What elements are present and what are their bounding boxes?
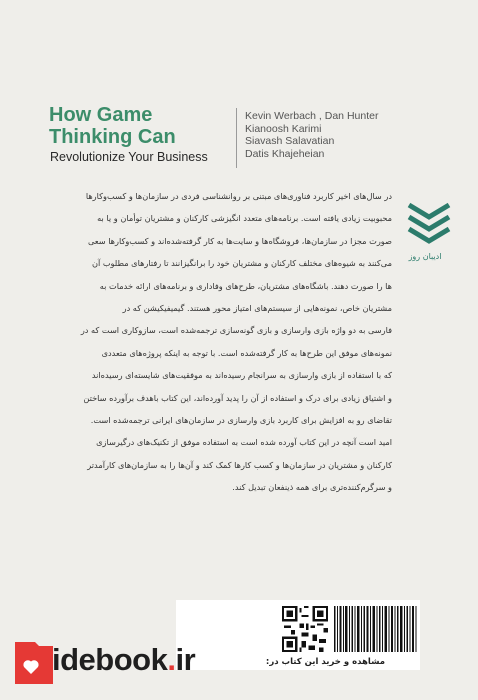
- watermark-suffix: ir: [175, 642, 196, 677]
- title-divider: [236, 108, 237, 168]
- description-line: امید است آنچه در این کتاب آورده شده است به استفاده موفق از تکنیک‌های درگیرسازی: [96, 437, 392, 448]
- description-line: در سال‌های اخیر کاربرد فناوری‌های مبتنی بر روانشناسی فردی در سازمان‌ها و کسب‌وکارها: [85, 191, 392, 201]
- qr-code-icon: [282, 606, 328, 652]
- book-subtitle-english: Revolutionize Your Business: [50, 150, 208, 164]
- description-line: صورت مجزا در سازمان‌ها، فروشگاه‌ها و سایت‌ها به کار گرفته‌شده‌اند و کسب‌وکارها سعی: [87, 235, 392, 246]
- author-line: Siavash Salavatian: [245, 135, 335, 148]
- watermark-prefix: idebook: [52, 642, 168, 677]
- description-line: می‌کنند به شیوه‌های مختلف کارکنان و مشتریان خود را برانگیزانند تا رفتارهای مطلوب آن: [91, 258, 392, 269]
- description-line: و سرگرم‌کننده‌تری برای همه ذینفعان تبدیل کند.: [232, 482, 392, 493]
- description-line: که با استفاده از بازی وارسازی به سرانجام رسیده‌اند به موفقیت‌های شایسته‌ای رسیده‌اند: [91, 370, 392, 381]
- description-line: محبوبیت زیادی یافته است. برنامه‌های متعدد انگیزشی کارکنان و مشتریان توأمان و یا به: [97, 213, 392, 224]
- publisher-name: ادیبان روز: [408, 252, 442, 261]
- buy-book-label: مشاهده و خرید این کتاب در:: [265, 657, 385, 667]
- book-description: [60, 185, 392, 499]
- idebook-watermark[interactable]: [52, 642, 195, 678]
- book-title-english: How Game Thinking Can: [49, 104, 176, 148]
- description-line: نمونه‌های موفق این طرح‌ها به کار گرفته‌شده است. با توجه به اینکه پروژه‌های متعددی: [101, 347, 392, 358]
- description-line: تقاضای رو به افزایش برای کاربرد بازی وارسازی در سازمان‌های ایرانی ترجمه‌شده است.: [90, 415, 392, 426]
- author-line: Datis Khajeheian: [245, 147, 325, 160]
- author-line: Kevin Werbach , Dan Hunter: [245, 110, 379, 122]
- watermark-dot: .: [167, 642, 176, 677]
- description-line: و اشتیاق زیادی برای درک و استفاده از آن را پدید آورده‌اند، این کتاب باهدف برآورده ساختن: [83, 392, 392, 403]
- description-line: مشتریان خاص، نمونه‌هایی از سیستم‌های امتیاز محور هستند. گیمیفیکیشن که در: [122, 303, 392, 314]
- authors-list: [245, 110, 435, 160]
- author-line: Kianoosh Karimi: [245, 122, 322, 135]
- description-line: فارسی به دو واژه بازی وارسازی و بازی گونه‌سازی ترجمه‌شده است، سازوکاری است که در: [80, 325, 392, 336]
- description-line: ها را صورت دهند. باشگاه‌های مشتریان، طرح‌های وفاداری و برنامه‌های ارائه خدمات به: [99, 280, 392, 291]
- description-line: کارکنان و مشتریان در سازمان‌ها و کسب کارها کمک کند و آن‌ها را به سازمان‌های کارآمدتر: [87, 459, 392, 470]
